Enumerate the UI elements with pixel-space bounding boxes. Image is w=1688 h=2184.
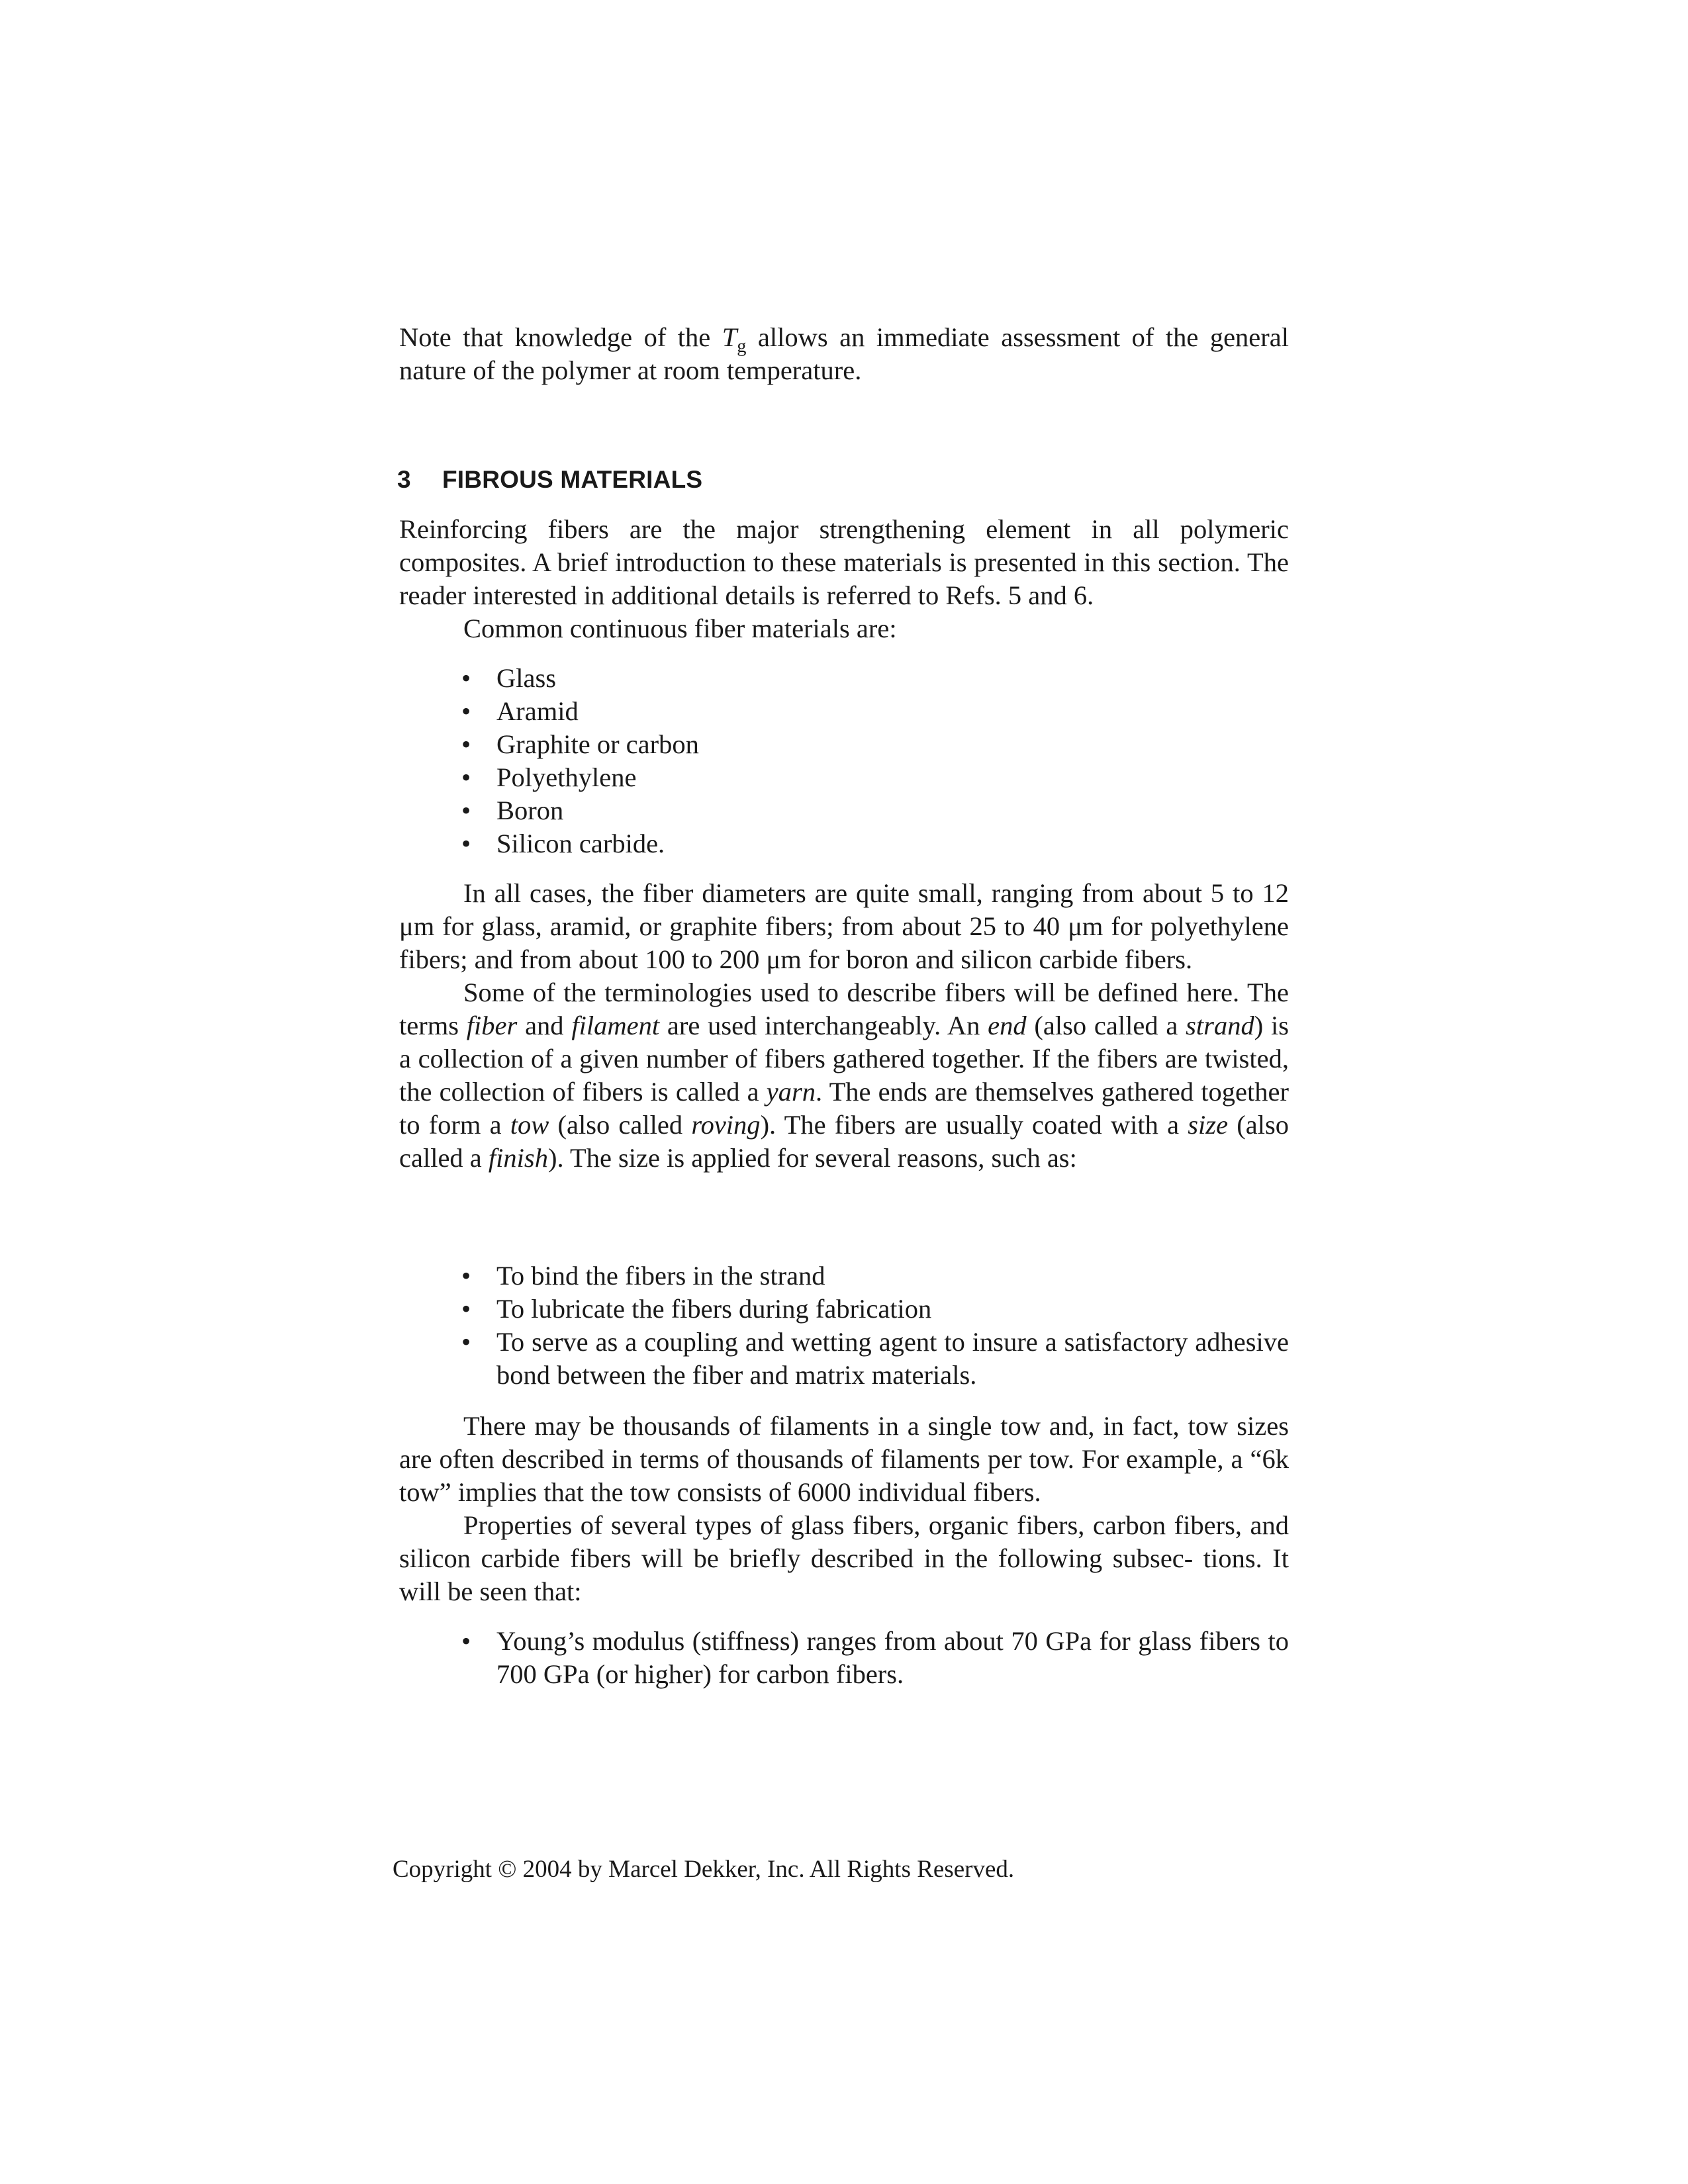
body-block-1 [399,513,1289,645]
bullet-icon: • [461,1294,471,1324]
list-item: • To bind the fibers in the strand [459,1259,1289,1293]
paragraph-properties: Properties of several types of glass fibers, organic fibers, carbon fibers, and silicon carbide fibers will be briefly described in the following subsec- tions. It will be seen that: [399,1510,1289,1606]
bullet-icon: • [461,829,471,858]
bullet-icon: • [461,1626,471,1656]
list-item: • Polyethylene [459,761,1289,794]
body-block-3 [399,1410,1289,1608]
list-item: • To lubricate the fibers during fabrication [459,1293,1289,1326]
list-item: • Boron [459,794,1289,827]
bullet-icon: • [461,796,471,825]
bullet-icon: • [461,696,471,726]
paragraph-tow-sizes: There may be thousands of filaments in a single tow and, in fact, tow sizes are often described in terms of thousands of filaments per tow. For example, a “6k tow” implies that the tow consists of 6000 individual fibers. [399,1411,1289,1507]
section-title: FIBROUS MATERIALS [442,466,703,493]
body-block-2 [399,877,1289,1175]
bullet-icon: • [461,729,471,759]
paragraph-common-fibers: Common continuous fiber materials are: [463,614,897,643]
paragraph-reinforcing-fibers: Reinforcing fibers are the major strengthening element in all polymeric composites. A brief introduction to these materials is presented in this section. The reader interested in additional details is referred to Refs. 5 and 6. [399,514,1289,610]
copyright-footer: Copyright © 2004 by Marcel Dekker, Inc. All Rights Reserved. [393,1856,1015,1883]
bullet-icon: • [461,1261,471,1291]
list-item: • Aramid [459,695,1289,728]
paragraph-terminology: Some of the terminologies used to describe fibers will be defined here. The terms fiber and filament are used interchangeably. An end (also called a strand) is a collection of a given number of fibers gathered together. If the fibers are twisted, the collection of fibers is called a yarn. The ends are themselves gathered together to form a tow (also called roving). The fibers are usually coated with a size (also called a finish). The size is applied for several reasons, such as: [399,978,1289,1173]
paragraph-fiber-diameters: In all cases, the fiber diameters are quite small, ranging from about 5 to 12 μm for glass, aramid, or graphite fibers; from about 25 to 40 μm for polyethylene fibers; and from about 100 to 200 μm for boron and silicon carbide fibers. [399,878,1289,974]
property-list [459,1625,1289,1691]
intro-text: Note that knowledge of the $T_g$ allows an immediate assessment of the general nature of the polymer at room temperature. [399,322,1289,385]
section-number: 3 [397,466,411,493]
bullet-icon: • [461,1327,471,1357]
bullet-icon: • [461,762,471,792]
intro-paragraph [399,321,1289,387]
list-item: • Glass [459,662,1289,695]
list-item: • Graphite or carbon [459,728,1289,761]
list-item: • Young’s modulus (stiffness) ranges from about 70 GPa for glass fibers to 700 GPa (or higher) for carbon fibers. [461,1626,1289,1689]
bullet-icon: • [461,663,471,693]
section-heading [397,463,702,496]
list-item: • Silicon carbide. [459,827,1289,860]
size-reasons-list [459,1259,1289,1392]
list-item: • To serve as a coupling and wetting agent to insure a satisfactory adhesive bond between the fiber and matrix materials. [461,1327,1289,1390]
fiber-materials-list [459,662,1289,860]
